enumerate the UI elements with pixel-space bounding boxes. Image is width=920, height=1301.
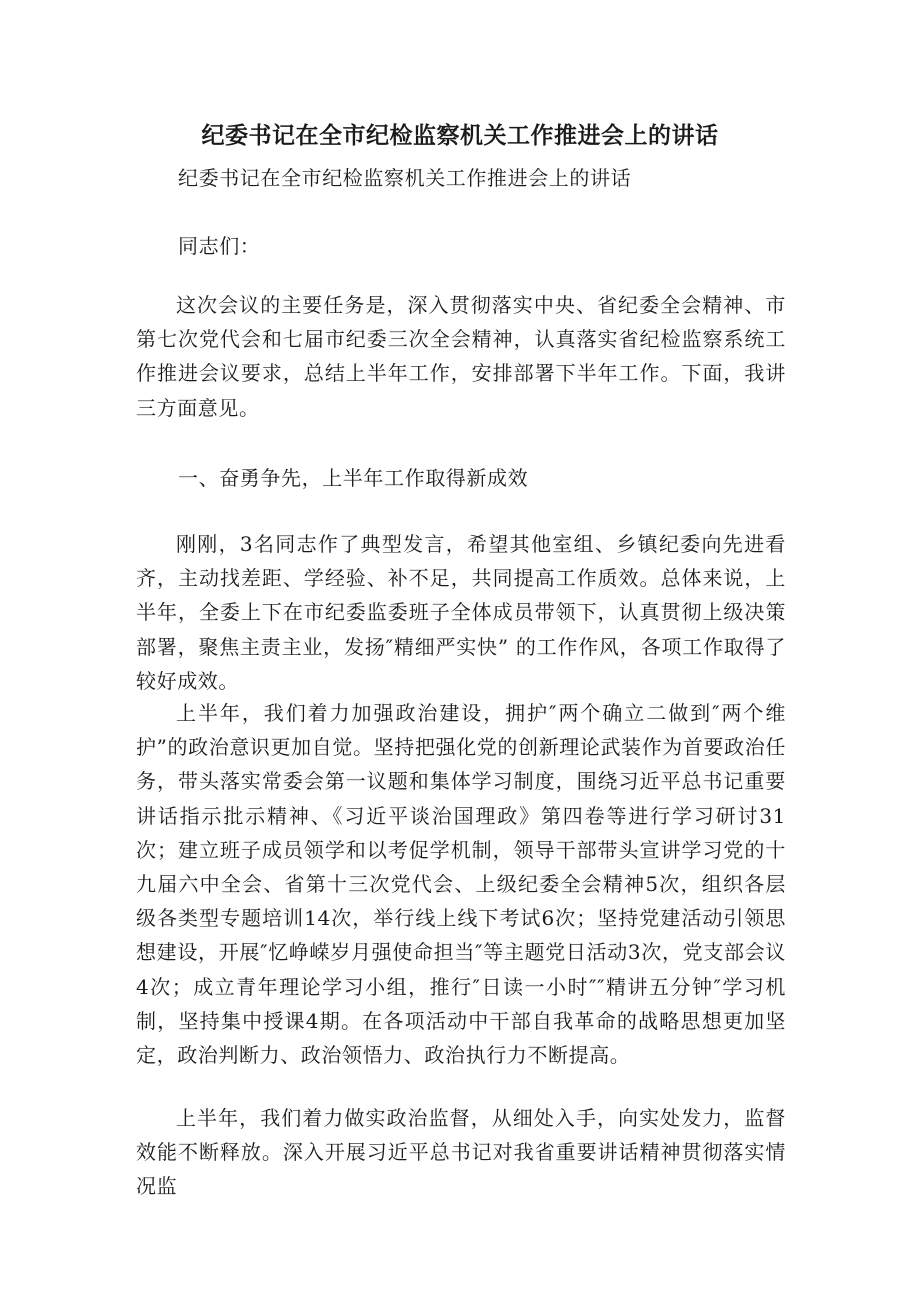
document-subtitle: 纪委书记在全市纪检监察机关工作推进会上的讲话 [178, 166, 632, 190]
document-title: 纪委书记在全市纪检监察机关工作推进会上的讲话 [201, 123, 719, 149]
salutation: 同志们： [178, 234, 261, 258]
paragraph-intro: 这次会议的主要任务是，深入贯彻落实中央、省纪委全会精神、市第七次党代会和七届市纪委三次全会精神，认真落实省纪检监察系统工作推进会议要求，总结上半年工作，安排部署下半年工作。下面，我讲三方面意见。 [136, 293, 786, 420]
paragraph-political-building: 上半年，我们着力加强政治建设，拥护″两个确立二做到″两个维护”的政治意识更加自觉。坚持把强化党的创新理论武装作为首要政治任务，带头落实常委会第一议题和集体学习制度，围绕习近平总书记重要讲话指示批示精神、《习近平谈治国理政》第四卷等进行学习研讨31次；建立班子成员领学和以考促学机制，领导干部带头宣讲学习党的十九届六中全会、省第十三次党代会、上级纪委全会精神5次，组织各层级各类型专题培训14次，举行线上线下考试6次；坚持党建活动引领思想建设，开展″忆峥嵘岁月强使命担当″等主题党日活动3次，党支部会议4次；成立青年理论学习小组，推行″日读一小时″″精讲五分钟″学习机制，坚持集中授课4期。在各项活动中干部自我革命的战略思想更加坚定，政治判断力、政治领悟力、政治执行力不断提高。 [136, 701, 786, 1068]
section-heading-1: 一、奋勇争先，上半年工作取得新成效 [178, 466, 529, 490]
paragraph-summary: 刚刚，3名同志作了典型发言，希望其他室组、乡镇纪委向先进看齐，主动找差距、学经验、补不足，共同提高工作质效。总体来说，上半年，全委上下在市纪委监委班子全体成员带领下，认真贯彻上级决策部署，聚焦主责主业，发扬″精细严实快” 的工作作风，各项工作取得了较好成效。 [136, 532, 786, 693]
paragraph-political-supervision: 上半年，我们着力做实政治监督，从细处入手，向实处发力，监督效能不断释放。深入开展习近平总书记对我省重要讲话精神贯彻落实情况监 [136, 1106, 786, 1199]
